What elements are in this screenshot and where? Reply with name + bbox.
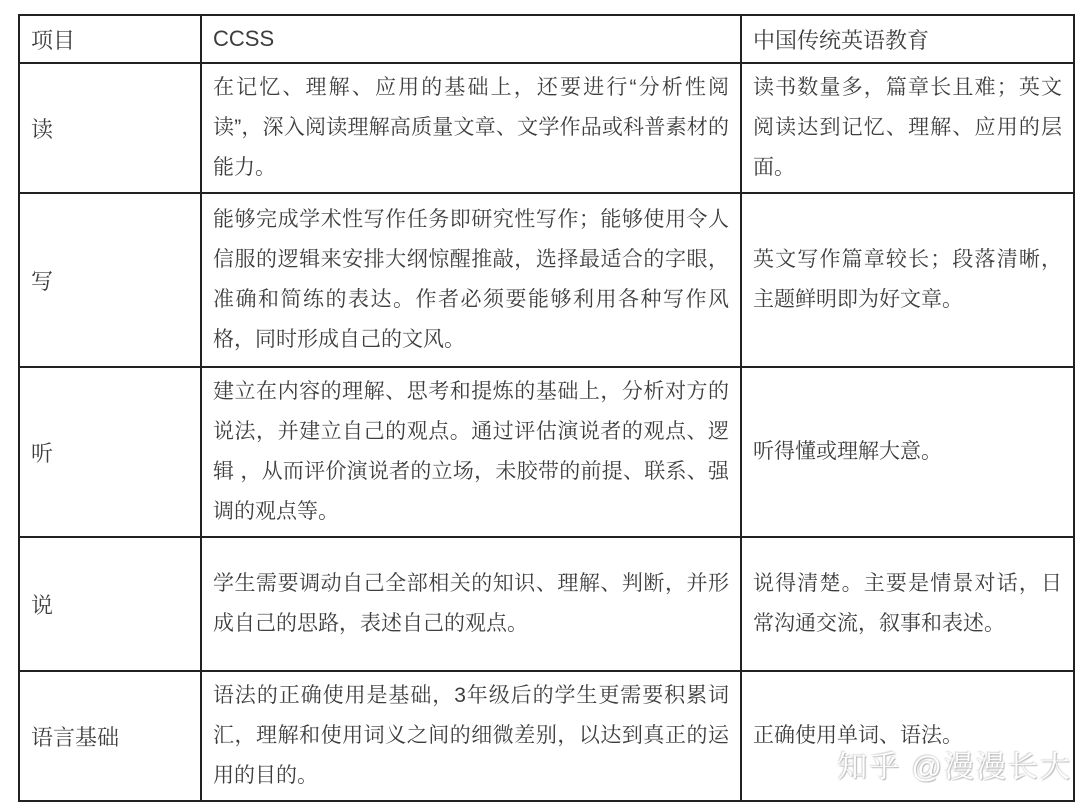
row-listening-item: 听 — [19, 367, 201, 537]
row-reading-item: 读 — [19, 63, 201, 193]
table-row-listening — [19, 367, 1074, 537]
row-listening-ccss: 建立在内容的理解、思考和提炼的基础上，分析对方的说法，并建立自己的观点。通过评估演说者的观点、逻辑 ，从而评价演说者的立场，未胶带的前提、联系、强调的观点等。 — [201, 367, 741, 537]
row-language-basics-item: 语言基础 — [19, 671, 201, 801]
table-row-writing — [19, 193, 1074, 367]
row-speaking-item: 说 — [19, 537, 201, 671]
row-listening-traditional: 听得懂或理解大意。 — [741, 367, 1074, 537]
header-ccss: CCSS — [201, 15, 741, 63]
table-row-reading — [19, 63, 1074, 193]
table-header-row — [19, 15, 1074, 63]
header-traditional: 中国传统英语教育 — [741, 15, 1074, 63]
zhihu-watermark: 知乎 @漫漫长大 — [837, 751, 1072, 784]
row-reading-traditional: 读书数量多，篇章长且难；英文阅读达到记忆、理解、应用的层面。 — [741, 63, 1074, 193]
row-speaking-traditional: 说得清楚。主要是情景对话，日常沟通交流，叙事和表述。 — [741, 537, 1074, 671]
row-language-basics-traditional: 正确使用单词、语法。 — [741, 671, 1074, 801]
table-row-speaking — [19, 537, 1074, 671]
row-reading-ccss: 在记忆、理解、应用的基础上，还要进行“分析性阅读”，深入阅读理解高质量文章、文学作品或科普素材的能力。 — [201, 63, 741, 193]
row-writing-traditional: 英文写作篇章较长；段落清晰，主题鲜明即为好文章。 — [741, 193, 1074, 367]
header-item: 项目 — [19, 15, 201, 63]
row-language-basics-ccss: 语法的正确使用是基础，3年级后的学生更需要积累词汇，理解和使用词义之间的细微差别，以达到真正的运用的目的。 — [201, 671, 741, 801]
row-speaking-ccss: 学生需要调动自己全部相关的知识、理解、判断，并形成自己的思路，表述自己的观点。 — [201, 537, 741, 671]
comparison-table — [18, 14, 1075, 802]
row-writing-item: 写 — [19, 193, 201, 367]
row-writing-ccss: 能够完成学术性写作任务即研究性写作；能够使用令人信服的逻辑来安排大纲惊醒推敲，选择最适合的字眼，准确和简练的表达。作者必须要能够利用各种写作风格，同时形成自己的文风。 — [201, 193, 741, 367]
